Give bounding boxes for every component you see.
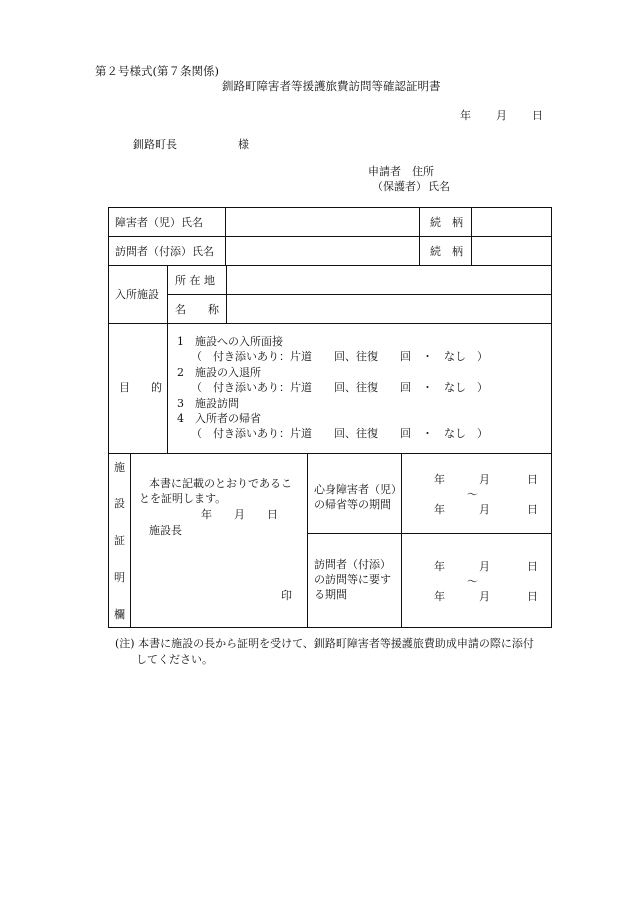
col-divider	[401, 453, 402, 627]
col-divider	[130, 453, 131, 627]
date-year: 年	[460, 109, 471, 122]
period1-label-1: 心身障害者（児）	[314, 483, 402, 496]
cert-day: 日	[267, 508, 278, 521]
addressee: 釧路町長	[133, 138, 177, 151]
row-divider	[109, 323, 551, 324]
cert-text-1: 本書に記載のとおりであるこ	[149, 477, 292, 490]
col-divider	[226, 265, 227, 323]
disabled-name-label: 障害者（児）氏名	[115, 216, 203, 229]
row-divider	[109, 236, 551, 237]
location-label: 所 在 地	[175, 274, 215, 287]
address-label: 住所	[412, 165, 434, 178]
purpose-label-2: 的	[151, 381, 162, 394]
facility-head-label: 施設長	[149, 524, 182, 537]
cert-col-char-5: 欄	[114, 608, 125, 621]
row-divider	[109, 453, 551, 454]
period2-label-3: る期間	[314, 588, 347, 601]
period2-to-month: 月	[479, 590, 490, 603]
period1-from-month: 月	[479, 473, 490, 486]
note-line-1: (注) 本書に施設の長から証明を受けて、釧路町障害者等援護旅費助成申請の際に添付	[115, 637, 534, 650]
period2-to-year: 年	[434, 590, 445, 603]
purpose-item-4: 4 入所者の帰省	[177, 412, 261, 425]
visitor-name-label: 訪問者（付添）氏名	[115, 245, 214, 258]
col-divider	[307, 453, 308, 627]
relation-label-1: 続 柄	[430, 216, 463, 229]
relation-label-2: 続 柄	[430, 245, 463, 258]
cert-col-char-1: 施	[114, 461, 125, 474]
guardian-label: （保護者）	[372, 180, 427, 193]
cert-year: 年	[201, 508, 212, 521]
cert-month: 月	[234, 508, 245, 521]
period1-tilde: ～	[467, 488, 478, 501]
cert-col-char-4: 明	[114, 571, 125, 584]
col-divider	[225, 208, 226, 265]
period2-from-year: 年	[434, 560, 445, 573]
col-divider	[167, 265, 168, 453]
name-label: 氏名	[428, 180, 450, 193]
facility-name-label: 名 称	[175, 303, 219, 316]
row-divider	[167, 294, 551, 295]
honorific: 様	[238, 138, 249, 151]
col-divider	[419, 208, 420, 265]
period1-to-day: 日	[527, 503, 538, 516]
facility-label: 入所施設	[115, 288, 159, 301]
row-divider	[307, 533, 551, 534]
period1-from-year: 年	[434, 473, 445, 486]
row-divider	[109, 265, 551, 266]
col-divider	[471, 208, 472, 265]
period2-from-month: 月	[479, 560, 490, 573]
cert-col-char-2: 設	[114, 497, 125, 510]
period1-from-day: 日	[527, 473, 538, 486]
period2-to-day: 日	[527, 590, 538, 603]
period2-label-1: 訪問者（付添）	[314, 558, 391, 571]
cert-text-2: とを証明します。	[139, 492, 227, 505]
form-number: 第２号様式(第７条関係)	[95, 64, 219, 78]
period1-label-2: の帰省等の期間	[314, 498, 391, 511]
date-month: 月	[496, 109, 507, 122]
attendance-line-2: （ 付き添いあり：片道 回、往復 回 ・ なし ）	[191, 381, 488, 394]
attendance-line-4: （ 付き添いあり：片道 回、往復 回 ・ なし ）	[191, 427, 488, 440]
purpose-item-1: 1 施設への入所面接	[177, 335, 283, 348]
period2-label-2: の訪問等に要す	[314, 573, 391, 586]
purpose-item-3: 3 施設訪問	[177, 397, 239, 410]
certificate-table	[108, 207, 552, 628]
date-day: 日	[532, 109, 543, 122]
document-title: 釧路町障害者等援護旅費訪問等確認証明書	[222, 79, 441, 93]
period2-from-day: 日	[527, 560, 538, 573]
period1-to-month: 月	[479, 503, 490, 516]
period1-to-year: 年	[434, 503, 445, 516]
purpose-label-1: 目	[119, 381, 130, 394]
note-line-2: してください。	[136, 653, 213, 666]
attendance-line-1: （ 付き添いあり：片道 回、往復 回 ・ なし ）	[191, 350, 488, 363]
seal-mark: 印	[281, 589, 292, 602]
purpose-item-2: 2 施設の入退所	[177, 366, 261, 379]
period2-tilde: ～	[467, 575, 478, 588]
applicant-label: 申請者	[368, 165, 401, 178]
cert-col-char-3: 証	[114, 534, 125, 547]
